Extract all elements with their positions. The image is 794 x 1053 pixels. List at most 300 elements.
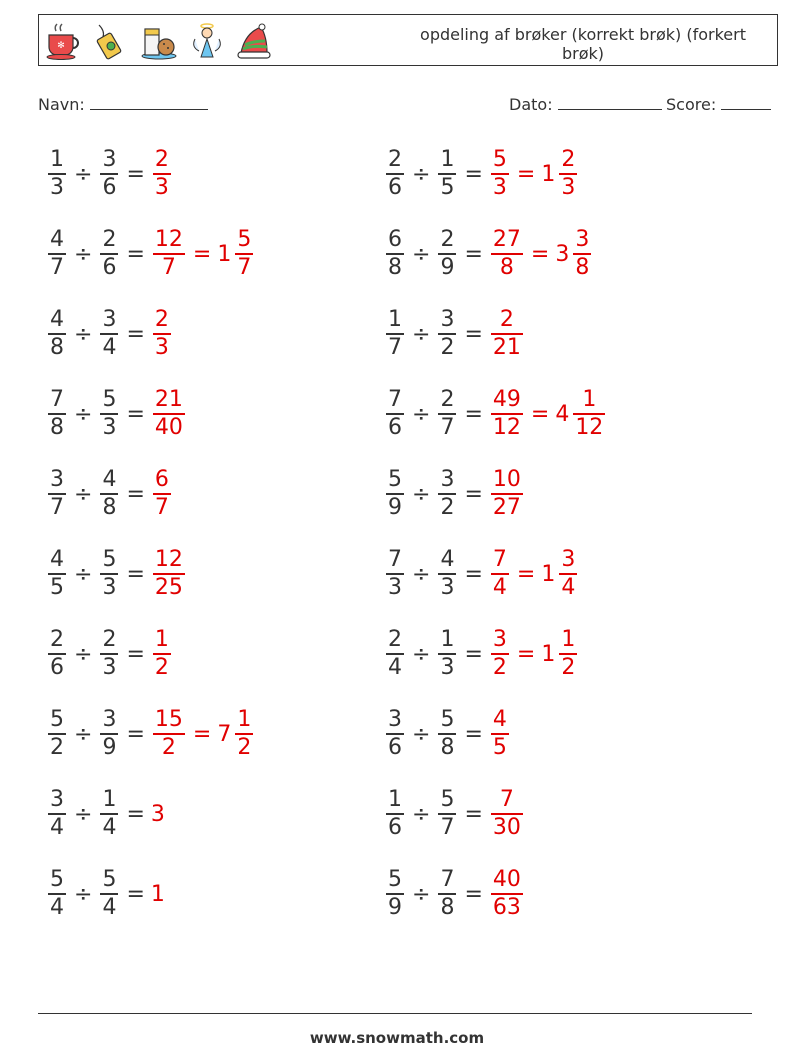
score-line[interactable] xyxy=(721,94,771,110)
fraction xyxy=(386,387,404,441)
equals-sign: = xyxy=(126,721,145,747)
denominator: 25 xyxy=(154,575,183,600)
santa-hat-icon xyxy=(235,21,275,61)
fraction xyxy=(438,147,456,201)
numerator: 12 xyxy=(154,547,183,572)
answer xyxy=(489,387,607,441)
numerator: 7 xyxy=(492,547,507,572)
fraction xyxy=(491,227,523,281)
denominator: 3 xyxy=(388,575,402,600)
denominator: 4 xyxy=(561,575,576,600)
mixed-whole: 4 xyxy=(555,401,570,427)
fraction xyxy=(386,227,404,281)
answer xyxy=(489,627,579,681)
equals-sign: = xyxy=(464,401,483,427)
denominator: 7 xyxy=(440,415,455,440)
equals-sign: = xyxy=(126,561,145,587)
divide-sign: ÷ xyxy=(74,881,93,907)
divide-sign: ÷ xyxy=(74,401,93,427)
denominator: 7 xyxy=(50,255,64,280)
header-icons xyxy=(43,19,275,63)
footer-url: www.snowmath.com xyxy=(309,1029,485,1047)
denominator: 4 xyxy=(492,575,507,600)
problem-row xyxy=(384,864,525,924)
denominator: 3 xyxy=(50,175,64,200)
teacup-icon xyxy=(43,21,83,61)
problem-row xyxy=(46,224,255,284)
numerator: 10 xyxy=(492,467,521,492)
problem-row xyxy=(46,704,255,764)
date-line[interactable] xyxy=(558,94,662,110)
mixed-whole: 7 xyxy=(217,721,232,747)
denominator: 8 xyxy=(575,255,590,280)
fraction xyxy=(386,867,404,921)
denominator: 2 xyxy=(492,655,507,680)
denominator: 7 xyxy=(440,815,455,840)
numerator: 6 xyxy=(388,227,402,252)
fraction xyxy=(386,707,404,761)
denominator: 5 xyxy=(492,735,507,760)
equals-sign: = xyxy=(464,161,483,187)
fraction xyxy=(438,307,456,361)
divide-sign: ÷ xyxy=(412,881,431,907)
numerator: 1 xyxy=(388,307,402,332)
equals-sign: = xyxy=(464,321,483,347)
fraction xyxy=(235,227,253,281)
equals-sign: = xyxy=(126,801,145,827)
numerator: 7 xyxy=(499,787,514,812)
denominator: 2 xyxy=(161,735,176,760)
equals-sign: = xyxy=(126,481,145,507)
answer xyxy=(489,147,579,201)
numerator: 3 xyxy=(575,227,590,252)
problem-row xyxy=(384,144,579,204)
divide-sign: ÷ xyxy=(412,321,431,347)
numerator: 2 xyxy=(440,227,455,252)
fraction xyxy=(573,227,591,281)
denominator: 5 xyxy=(50,575,64,600)
fraction xyxy=(386,547,404,601)
name-line[interactable] xyxy=(90,94,208,110)
denominator: 6 xyxy=(102,255,117,280)
divide-sign: ÷ xyxy=(74,721,93,747)
numerator: 1 xyxy=(50,147,64,172)
fraction xyxy=(153,547,185,601)
mixed-whole: 1 xyxy=(217,241,232,267)
numerator: 6 xyxy=(154,467,169,492)
answer xyxy=(489,707,511,761)
numerator: 1 xyxy=(582,387,597,412)
numerator: 1 xyxy=(102,787,117,812)
fraction xyxy=(386,467,404,521)
divide-sign: ÷ xyxy=(412,161,431,187)
numerator: 2 xyxy=(440,387,455,412)
denominator: 6 xyxy=(388,735,402,760)
numerator: 3 xyxy=(50,787,64,812)
problem-row xyxy=(46,304,173,364)
fraction xyxy=(491,307,523,361)
numerator: 5 xyxy=(102,867,117,892)
divide-sign: ÷ xyxy=(412,241,431,267)
denominator: 2 xyxy=(237,735,252,760)
divide-sign: ÷ xyxy=(74,641,93,667)
denominator: 3 xyxy=(102,415,117,440)
fraction xyxy=(153,307,171,361)
equals-sign: = xyxy=(192,721,212,747)
fraction xyxy=(491,387,523,441)
denominator: 6 xyxy=(102,175,117,200)
header-box xyxy=(38,14,778,66)
fraction xyxy=(100,867,118,921)
name-label: Navn: xyxy=(38,95,85,114)
fraction xyxy=(491,787,523,841)
denominator: 3 xyxy=(440,575,455,600)
denominator: 4 xyxy=(50,895,64,920)
equals-sign: = xyxy=(530,401,550,427)
equals-sign: = xyxy=(464,241,483,267)
problem-row xyxy=(384,464,525,524)
denominator: 7 xyxy=(50,495,64,520)
fraction xyxy=(48,227,66,281)
denominator: 7 xyxy=(161,255,176,280)
equals-sign: = xyxy=(192,241,212,267)
fraction xyxy=(48,707,66,761)
numerator: 4 xyxy=(102,467,117,492)
denominator: 2 xyxy=(50,735,64,760)
fraction xyxy=(559,547,577,601)
fraction xyxy=(491,627,509,681)
denominator: 8 xyxy=(440,735,455,760)
divide-sign: ÷ xyxy=(412,481,431,507)
worksheet-title: opdeling af brøker (korrekt brøk) (forkert brøk) xyxy=(420,25,746,63)
fraction xyxy=(153,387,185,441)
fraction xyxy=(438,707,456,761)
numerator: 4 xyxy=(50,547,64,572)
equals-sign: = xyxy=(464,561,483,587)
denominator: 6 xyxy=(388,415,402,440)
numerator: 3 xyxy=(50,467,64,492)
answer xyxy=(151,882,167,907)
fraction xyxy=(48,307,66,361)
denominator: 9 xyxy=(388,495,402,520)
score-label: Score: xyxy=(666,95,717,114)
milk-and-cookie-icon xyxy=(139,21,179,61)
divide-sign: ÷ xyxy=(412,561,431,587)
fraction xyxy=(386,307,404,361)
mixed-whole: 1 xyxy=(541,161,556,187)
problem-row xyxy=(384,384,607,444)
denominator: 8 xyxy=(50,415,64,440)
equals-sign: = xyxy=(516,161,536,187)
problem-row xyxy=(46,864,167,924)
footer-divider xyxy=(38,1013,752,1014)
fraction xyxy=(153,627,171,681)
denominator: 4 xyxy=(102,335,117,360)
numerator: 1 xyxy=(440,147,455,172)
name-field xyxy=(38,94,208,114)
numerator: 1 xyxy=(154,627,169,652)
answer xyxy=(151,467,173,521)
numerator: 5 xyxy=(388,467,402,492)
numerator: 5 xyxy=(237,227,252,252)
numerator: 3 xyxy=(561,547,576,572)
score-field xyxy=(666,94,771,114)
problem-row xyxy=(46,464,173,524)
numerator: 2 xyxy=(388,627,402,652)
numerator: 3 xyxy=(440,307,455,332)
answer xyxy=(151,707,255,761)
denominator: 2 xyxy=(561,655,576,680)
equals-sign: = xyxy=(530,241,550,267)
numerator: 1 xyxy=(440,627,455,652)
numerator: 5 xyxy=(50,867,64,892)
denominator: 8 xyxy=(102,495,117,520)
divide-sign: ÷ xyxy=(74,561,93,587)
denominator: 40 xyxy=(154,415,183,440)
divide-sign: ÷ xyxy=(74,481,93,507)
numerator: 2 xyxy=(388,147,402,172)
denominator: 4 xyxy=(388,655,402,680)
problem-row xyxy=(384,544,579,604)
denominator: 2 xyxy=(154,655,169,680)
numerator: 2 xyxy=(154,307,169,332)
fraction xyxy=(491,707,509,761)
denominator: 8 xyxy=(440,895,455,920)
fraction xyxy=(48,387,66,441)
equals-sign: = xyxy=(126,401,145,427)
denominator: 4 xyxy=(102,815,117,840)
denominator: 5 xyxy=(440,175,455,200)
divide-sign: ÷ xyxy=(412,641,431,667)
answer xyxy=(151,627,173,681)
denominator: 9 xyxy=(102,735,117,760)
problem-row xyxy=(46,384,187,444)
answer xyxy=(489,867,525,921)
numerator: 7 xyxy=(440,867,455,892)
numerator: 15 xyxy=(154,707,183,732)
fraction xyxy=(100,147,118,201)
fraction xyxy=(386,627,404,681)
fraction xyxy=(573,387,605,441)
numerator: 12 xyxy=(154,227,183,252)
fraction xyxy=(386,787,404,841)
numerator: 2 xyxy=(499,307,514,332)
numerator: 7 xyxy=(388,547,402,572)
denominator: 12 xyxy=(492,415,521,440)
problem-row xyxy=(384,624,579,684)
problem-row xyxy=(46,624,173,684)
divide-sign: ÷ xyxy=(412,801,431,827)
fraction xyxy=(48,787,66,841)
numerator: 3 xyxy=(492,627,507,652)
numerator: 1 xyxy=(388,787,402,812)
denominator: 8 xyxy=(388,255,402,280)
answer xyxy=(489,467,525,521)
svg-text:✻: ✻ xyxy=(57,41,65,51)
problem-row xyxy=(384,704,511,764)
problem-row xyxy=(384,224,593,284)
denominator: 12 xyxy=(575,415,604,440)
numerator: 5 xyxy=(388,867,402,892)
numerator: 4 xyxy=(492,707,507,732)
denominator: 4 xyxy=(50,815,64,840)
answer-whole: 3 xyxy=(150,801,165,827)
equals-sign: = xyxy=(126,881,145,907)
answer xyxy=(489,227,593,281)
denominator: 2 xyxy=(440,495,455,520)
numerator: 4 xyxy=(50,307,64,332)
numerator: 5 xyxy=(102,547,117,572)
fraction xyxy=(491,867,523,921)
fraction xyxy=(438,787,456,841)
numerator: 4 xyxy=(440,547,455,572)
fraction xyxy=(559,627,577,681)
numerator: 3 xyxy=(388,707,402,732)
denominator: 6 xyxy=(388,175,402,200)
divide-sign: ÷ xyxy=(74,321,93,347)
gift-tag-icon xyxy=(91,21,131,61)
equals-sign: = xyxy=(464,801,483,827)
answer xyxy=(151,227,255,281)
numerator: 5 xyxy=(50,707,64,732)
divide-sign: ÷ xyxy=(74,241,93,267)
angel-icon xyxy=(187,21,227,61)
numerator: 7 xyxy=(388,387,402,412)
numerator: 3 xyxy=(102,307,117,332)
date-field xyxy=(509,94,662,114)
fraction xyxy=(100,467,118,521)
fraction xyxy=(100,707,118,761)
equals-sign: = xyxy=(126,321,145,347)
fraction xyxy=(153,467,171,521)
divide-sign: ÷ xyxy=(74,161,93,187)
date-label: Dato: xyxy=(509,95,553,114)
denominator: 2 xyxy=(440,335,455,360)
problem-row xyxy=(46,544,187,604)
equals-sign: = xyxy=(464,721,483,747)
fraction xyxy=(386,147,404,201)
denominator: 3 xyxy=(561,175,576,200)
denominator: 7 xyxy=(388,335,402,360)
fraction xyxy=(153,707,185,761)
fraction xyxy=(438,467,456,521)
fraction xyxy=(559,147,577,201)
fraction xyxy=(100,227,118,281)
fraction xyxy=(153,147,171,201)
denominator: 3 xyxy=(154,175,169,200)
numerator: 27 xyxy=(492,227,521,252)
numerator: 3 xyxy=(102,707,117,732)
equals-sign: = xyxy=(516,641,536,667)
fraction xyxy=(438,547,456,601)
numerator: 2 xyxy=(102,627,117,652)
answer xyxy=(489,307,525,361)
equals-sign: = xyxy=(464,881,483,907)
denominator: 4 xyxy=(102,895,117,920)
problem-row xyxy=(384,304,525,364)
denominator: 9 xyxy=(388,895,402,920)
fraction xyxy=(48,467,66,521)
mixed-whole: 1 xyxy=(541,641,556,667)
numerator: 3 xyxy=(102,147,117,172)
numerator: 5 xyxy=(102,387,117,412)
fraction xyxy=(438,627,456,681)
fraction xyxy=(491,547,509,601)
problem-row xyxy=(384,784,525,844)
denominator: 63 xyxy=(492,895,521,920)
fraction xyxy=(491,147,509,201)
answer-whole: 1 xyxy=(150,881,165,907)
denominator: 8 xyxy=(499,255,514,280)
denominator: 3 xyxy=(492,175,507,200)
denominator: 7 xyxy=(154,495,169,520)
numerator: 5 xyxy=(440,707,455,732)
answer xyxy=(151,387,187,441)
problem-row xyxy=(46,784,167,844)
fraction xyxy=(153,227,185,281)
divide-sign: ÷ xyxy=(74,801,93,827)
fraction xyxy=(48,627,66,681)
answer xyxy=(151,147,173,201)
fraction xyxy=(235,707,253,761)
equals-sign: = xyxy=(126,641,145,667)
fraction xyxy=(48,147,66,201)
numerator: 21 xyxy=(154,387,183,412)
numerator: 2 xyxy=(154,147,169,172)
fraction xyxy=(100,787,118,841)
denominator: 21 xyxy=(492,335,521,360)
equals-sign: = xyxy=(464,481,483,507)
mixed-whole: 1 xyxy=(541,561,556,587)
fraction xyxy=(100,547,118,601)
fraction xyxy=(438,387,456,441)
answer xyxy=(151,307,173,361)
numerator: 3 xyxy=(440,467,455,492)
fraction xyxy=(48,867,66,921)
numerator: 4 xyxy=(50,227,64,252)
fraction xyxy=(100,627,118,681)
divide-sign: ÷ xyxy=(412,401,431,427)
numerator: 1 xyxy=(561,627,576,652)
denominator: 8 xyxy=(50,335,64,360)
denominator: 6 xyxy=(50,655,64,680)
equals-sign: = xyxy=(516,561,536,587)
equals-sign: = xyxy=(464,641,483,667)
denominator: 27 xyxy=(492,495,521,520)
denominator: 3 xyxy=(440,655,455,680)
numerator: 2 xyxy=(102,227,117,252)
denominator: 6 xyxy=(388,815,402,840)
fraction xyxy=(100,307,118,361)
denominator: 3 xyxy=(102,575,117,600)
answer xyxy=(151,802,167,827)
divide-sign: ÷ xyxy=(412,721,431,747)
fraction xyxy=(48,547,66,601)
fraction xyxy=(438,867,456,921)
equals-sign: = xyxy=(126,241,145,267)
answer xyxy=(489,787,525,841)
answer xyxy=(151,547,187,601)
numerator: 1 xyxy=(237,707,252,732)
problem-row xyxy=(46,144,173,204)
denominator: 9 xyxy=(440,255,455,280)
equals-sign: = xyxy=(126,161,145,187)
numerator: 5 xyxy=(440,787,455,812)
numerator: 2 xyxy=(561,147,576,172)
denominator: 3 xyxy=(102,655,117,680)
mixed-whole: 3 xyxy=(555,241,570,267)
numerator: 5 xyxy=(492,147,507,172)
